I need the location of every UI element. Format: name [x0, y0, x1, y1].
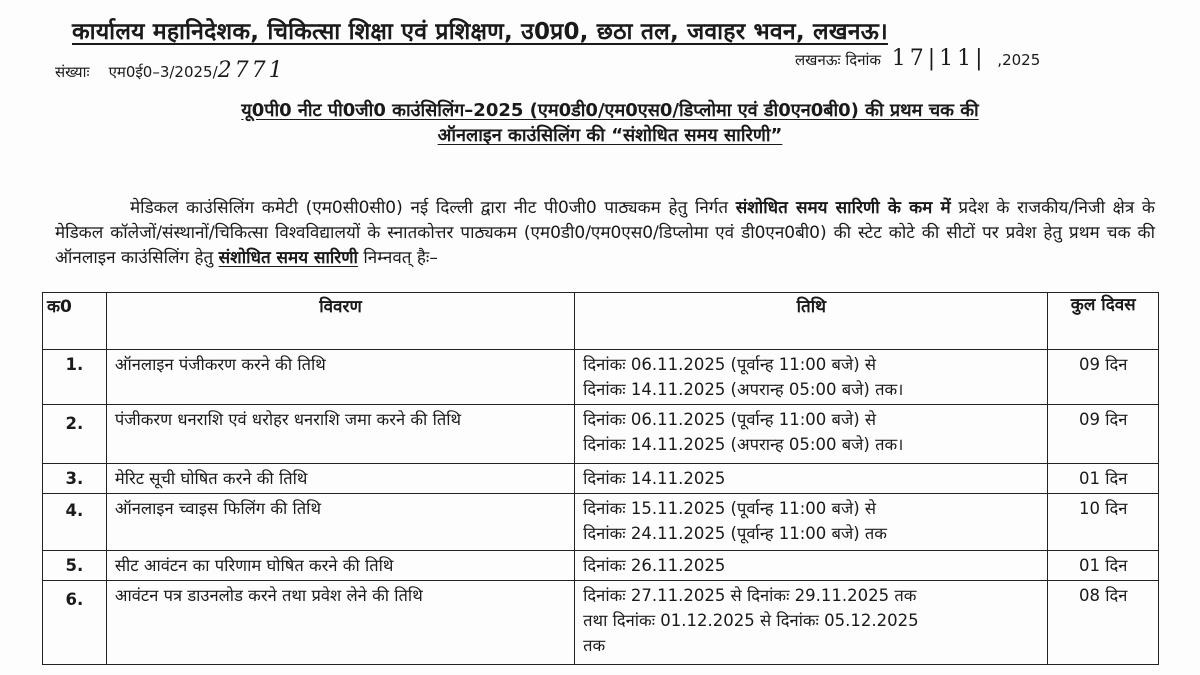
row-date [575, 405, 1048, 464]
row-description: मेरिट सूची घोषित करने की तिथि [106, 464, 574, 494]
office-title: कार्यालय महानिदेशक, चिकित्सा शिक्षा एवं प्रशिक्षण, उ0प्र0, छठा तल, जवाहर भवन, लखनऊ। [72, 19, 888, 45]
row-sn: 4. [43, 494, 107, 551]
row-sn: 5. [43, 551, 107, 581]
paragraph-bold-underlined: संशोधित समय सारिणी [218, 248, 358, 268]
row-date [575, 494, 1048, 551]
intro-paragraph [55, 196, 1155, 271]
row-days: 09 दिन [1048, 405, 1159, 464]
date-year: ,2025 [997, 51, 1041, 69]
row-date [575, 581, 1048, 665]
reference-handwritten: 2771 [217, 58, 286, 83]
row-description: ऑनलाइन पंजीकरण करने की तिथि [106, 350, 574, 405]
row-sn: 6. [43, 581, 107, 665]
date-line: दिनांकः 14.11.2025 (अपरान्ह 05:00 बजे) तक। [583, 380, 904, 399]
row-description: पंजीकरण धनराशि एवं धरोहर धनराशि जमा करने की तिथि [106, 405, 574, 464]
row-date [575, 464, 1048, 494]
table-row [43, 464, 1159, 494]
row-date [575, 551, 1048, 581]
row-days: 09 दिन [1048, 350, 1159, 405]
row-sn: 1. [43, 350, 107, 405]
reference-label: संख्याः [55, 63, 90, 81]
schedule-table [42, 292, 1159, 665]
row-date [575, 350, 1048, 405]
subject-line-2: ऑनलाइन काउंसिलिंग की “संशोधित समय सारिणी” [437, 125, 783, 146]
row-days: 10 दिन [1048, 494, 1159, 551]
date-line: दिनांकः 15.11.2025 (पूर्वान्ह 11:00 बजे) से [583, 499, 877, 518]
row-description: सीट आवंटन का परिणाम घोषित करने की तिथि [106, 551, 574, 581]
row-days: 01 दिन [1048, 551, 1159, 581]
date-line: दिनांकः 27.11.2025 से दिनांकः 29.11.2025 तक [583, 586, 917, 605]
date-line: दिनांकः 24.11.2025 (पूर्वान्ह 11:00 बजे) तक [583, 524, 887, 543]
paragraph-text-2: प्रदेश के राजकीय/निजी क्षेत्र के मेडिकल कॉलेजों/संस्थानों/चिकित्सा विश्वविद्यालयों के स्नातकोत्तर पाठ्यकम (एम0डी0/एम0एस0/डिप्लोमा एवं डी0एन0बी0) की स्टेट कोटे की सीटों पर प्रवेश हेतु प्रथम चक की ऑनलाइन काउंसिलिंग हेतु [55, 198, 1155, 268]
paragraph-bold-1: संशोधित समय सारिणी के कम में [735, 198, 951, 218]
header-total-days: कुल दिवस [1048, 293, 1159, 350]
row-description: आवंटन पत्र डाउनलोड करने तथा प्रवेश लेने की तिथि [106, 581, 574, 665]
reference-printed: एम0ई0–3/2025/ [108, 63, 218, 81]
row-days: 08 दिन [1048, 581, 1159, 665]
row-sn: 2. [43, 405, 107, 464]
table-row [43, 551, 1159, 581]
date-line: दिनांकः 06.11.2025 (पूर्वान्ह 11:00 बजे) से [583, 355, 877, 374]
table-header-row [43, 293, 1159, 350]
table-row [43, 494, 1159, 551]
paragraph-text-1: मेडिकल काउंसिलिंग कमेटी (एम0सी0सी0) नई दिल्ली द्वारा नीट पी0जी0 पाठ्यकम हेतु निर्गत [130, 198, 736, 218]
date-line: तथा दिनांकः 01.12.2025 से दिनांकः 05.12.2025 [583, 611, 919, 630]
table-row [43, 405, 1159, 464]
date-line: दिनांकः 14.11.2025 [583, 469, 726, 488]
date-line: दिनांकः 26.11.2025 [583, 556, 726, 575]
date-line: तक [583, 636, 606, 655]
row-description: ऑनलाइन च्वाइस फिलिंग की तिथि [106, 494, 574, 551]
reference-number [55, 58, 286, 83]
date-label: लखनऊः दिनांक [795, 51, 881, 69]
row-sn: 3. [43, 464, 107, 494]
subject-heading [70, 98, 1150, 148]
subject-line-1: यू0पी0 नीट पी0जी0 काउंसिलिंग–2025 (एम0डी0/एम0एस0/डिप्लोमा एवं डी0एन0बी0) की प्रथम चक की [241, 100, 979, 121]
date-line: दिनांकः 06.11.2025 (पूर्वान्ह 11:00 बजे) से [583, 410, 877, 429]
header-date: तिथि [575, 293, 1048, 350]
table-row [43, 350, 1159, 405]
header-sn: क0 [43, 293, 107, 350]
header-description: विवरण [106, 293, 574, 350]
paragraph-text-3: निम्नवत् हैः– [357, 248, 438, 268]
document-date [795, 46, 1040, 71]
date-handwritten: 17|11| [891, 46, 987, 71]
date-line: दिनांकः 14.11.2025 (अपरान्ह 05:00 बजे) तक। [583, 435, 904, 454]
row-days: 01 दिन [1048, 464, 1159, 494]
table-row [43, 581, 1159, 665]
